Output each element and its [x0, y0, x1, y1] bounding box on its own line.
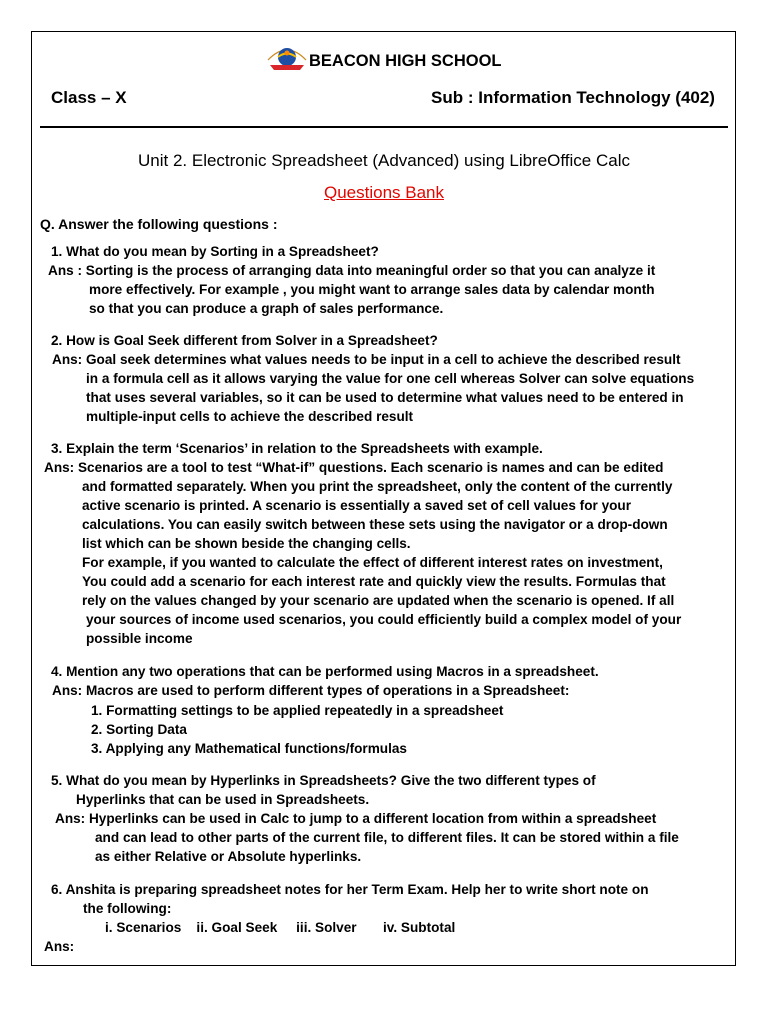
answer-5-line-2: and can lead to other parts of the current file, to different files. It can be stored within a file [95, 830, 679, 845]
answer-2-line-4: multiple-input cells to achieve the described result [86, 409, 414, 424]
answer-3-line-1: Ans: Scenarios are a tool to test “What-if” questions. Each scenario is names and can be edited [44, 460, 664, 475]
question-2: 2. How is Goal Seek different from Solver in a Spreadsheet? [51, 333, 438, 348]
question-3: 3. Explain the term ‘Scenarios’ in relation to the Spreadsheets with example. [51, 441, 543, 456]
school-crest-logo [262, 38, 312, 74]
answer-3-line-10: possible income [86, 631, 193, 646]
answer-1-line-3: so that you can produce a graph of sales performance. [89, 301, 444, 316]
answer-3-line-3: active scenario is printed. A scenario is essentially a saved set of cell values for your [82, 498, 632, 513]
instruction: Q. Answer the following questions : [40, 216, 278, 232]
question-6-line-2: the following: [83, 901, 172, 916]
answer-4-item-3: 3. Applying any Mathematical functions/formulas [91, 741, 407, 756]
answer-5-line-3: as either Relative or Absolute hyperlinks. [95, 849, 362, 864]
answer-1-line-2: more effectively. For example , you might want to arrange sales data by calendar month [89, 282, 655, 297]
question-4: 4. Mention any two operations that can be performed using Macros in a spreadsheet. [51, 664, 599, 679]
header-divider [40, 126, 728, 128]
answer-3-line-8: rely on the values changed by your scenario are updated when the scenario is opened. If all [82, 593, 675, 608]
answer-3-line-5: list which can be shown beside the changing cells. [82, 536, 411, 551]
answer-2-line-2: in a formula cell as it allows varying the value for one cell whereas Solver can solve equations [86, 371, 695, 386]
answer-3-line-6: For example, if you wanted to calculate the effect of different interest rates on investment, [82, 555, 663, 570]
questions-bank-heading: Questions Bank [323, 183, 444, 202]
answer-5-line-1: Ans: Hyperlinks can be used in Calc to jump to a different location from within a spreadsheet [55, 811, 657, 826]
answer-1-line-1: Ans : Sorting is the process of arranging data into meaningful order so that you can analyze it [48, 263, 656, 278]
question-6-topics: i. Scenarios ii. Goal Seek iii. Solver iv. Subtotal [105, 920, 456, 935]
answer-2-line-3: that uses several variables, so it can be used to determine what values need to be entered in [86, 390, 684, 405]
class-label: Class – X [51, 88, 127, 107]
subject-label: Sub : Information Technology (402) [431, 88, 715, 107]
answer-2-line-1: Ans: Goal seek determines what values needs to be input in a cell to achieve the described result [52, 352, 681, 367]
question-5-line-2: Hyperlinks that can be used in Spreadsheets. [76, 792, 370, 807]
answer-4-line-1: Ans: Macros are used to perform different types of operations in a Spreadsheet: [52, 683, 570, 698]
answer-3-line-4: calculations. You can easily switch between these sets using the navigator or a drop-down [82, 517, 668, 532]
question-6-line-1: 6. Anshita is preparing spreadsheet notes for her Term Exam. Help her to write short note on [51, 882, 649, 897]
school-name: BEACON HIGH SCHOOL [309, 52, 502, 70]
answer-3-line-7: You could add a scenario for each interest rate and quickly view the results. Formulas that [82, 574, 666, 589]
unit-title: Unit 2. Electronic Spreadsheet (Advanced) using LibreOffice Calc [138, 151, 630, 170]
question-5-line-1: 5. What do you mean by Hyperlinks in Spreadsheets? Give the two different types of [51, 773, 596, 788]
answer-3-line-9: your sources of income used scenarios, you could efficiently build a complex model of your [86, 612, 682, 627]
answer-3-line-2: and formatted separately. When you print the spreadsheet, only the content of the currently [82, 479, 673, 494]
answer-6-label: Ans: [44, 939, 75, 954]
answer-4-item-2: 2. Sorting Data [91, 722, 187, 737]
question-1: 1. What do you mean by Sorting in a Spreadsheet? [51, 244, 379, 259]
answer-4-item-1: 1. Formatting settings to be applied repeatedly in a spreadsheet [91, 703, 504, 718]
